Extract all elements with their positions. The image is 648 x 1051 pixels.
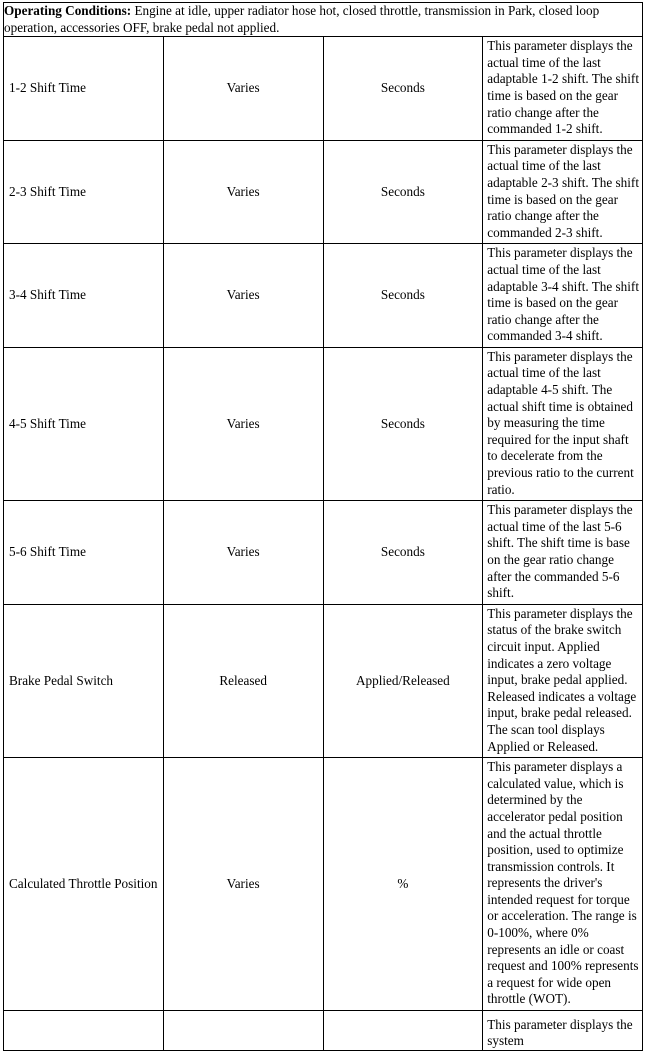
- parameter-units: Seconds: [380, 544, 425, 560]
- parameter-name: Calculated Throttle Position: [9, 875, 158, 891]
- parameter-name-cell: [4, 244, 164, 348]
- parameter-units: Seconds: [380, 80, 425, 96]
- table-row-partial: [4, 1011, 643, 1051]
- parameter-units-cell: [323, 1011, 483, 1051]
- parameter-name: 4-5 Shift Time: [9, 415, 86, 431]
- parameter-specification-table: [3, 2, 643, 1051]
- parameter-name-cell: [4, 347, 164, 500]
- operating-conditions-row: [4, 3, 643, 37]
- parameter-value-cell: [163, 37, 323, 141]
- parameter-description-cell: [483, 501, 643, 605]
- parameter-description: This parameter displays the status of the brake switch circuit input. Applied indicates a zero voltage input, brake pedal applied. Released indicates a voltage input, brake pedal released. The scan tool displays Applied or Released.: [487, 605, 637, 754]
- parameter-value-cell: [163, 604, 323, 757]
- parameter-units: Seconds: [380, 183, 425, 199]
- operating-conditions-label: Operating Conditions:: [4, 3, 132, 18]
- parameter-value-cell: [163, 1011, 323, 1051]
- parameter-value: Varies: [226, 80, 260, 96]
- parameter-units: Applied/Released: [356, 672, 450, 688]
- parameter-value: Released: [219, 672, 267, 688]
- table-row: [4, 501, 643, 605]
- parameter-units: Seconds: [380, 287, 425, 303]
- table-body: [4, 3, 643, 1051]
- parameter-value-cell: [163, 758, 323, 1011]
- parameter-description-cell: [483, 758, 643, 1011]
- parameter-value-cell: [163, 140, 323, 244]
- parameter-units-cell: [323, 604, 483, 757]
- table-row: [4, 140, 643, 244]
- parameter-units-cell: [323, 37, 483, 141]
- parameter-description-cell: [483, 37, 643, 141]
- parameter-description: This parameter displays the actual time of the last adaptable 2-3 shift. The shift time is based on the gear ratio change after the commanded 2-3 shift.: [487, 141, 639, 240]
- operating-conditions-text: Engine at idle, upper radiator hose hot, closed throttle, transmission in Park, closed loop operation, accessories OFF, brake pedal not applied.: [4, 3, 600, 35]
- parameter-name: 1-2 Shift Time: [9, 80, 86, 96]
- parameter-description-cell: [483, 244, 643, 348]
- parameter-description-cell: [483, 1011, 643, 1051]
- parameter-value-cell: [163, 347, 323, 500]
- parameter-units-cell: [323, 501, 483, 605]
- parameter-name-cell: [4, 758, 164, 1011]
- parameter-description-cell: [483, 140, 643, 244]
- table-row: [4, 604, 643, 757]
- parameter-name-cell: [4, 1011, 164, 1051]
- table-row: [4, 347, 643, 500]
- parameter-units-cell: [323, 244, 483, 348]
- parameter-name: 2-3 Shift Time: [9, 183, 86, 199]
- parameter-description-cell: [483, 604, 643, 757]
- parameter-description: This parameter displays the actual time of the last adaptable 3-4 shift. The shift time is based on the gear ratio change after the commanded 3-4 shift.: [487, 245, 639, 344]
- parameter-description: This parameter displays the actual time of the last adaptable 4-5 shift. The actual shift time is obtained by measuring the time required for the input shaft to decelerate from the previous ratio to the current ratio.: [487, 348, 634, 497]
- parameter-value: Varies: [226, 875, 260, 891]
- parameter-value: Varies: [226, 544, 260, 560]
- parameter-name-cell: [4, 604, 164, 757]
- parameter-name-cell: [4, 501, 164, 605]
- parameter-units-cell: [323, 758, 483, 1011]
- table-row: [4, 244, 643, 348]
- parameter-value: Varies: [226, 415, 260, 431]
- parameter-value: Varies: [226, 183, 260, 199]
- parameter-description-cell: [483, 347, 643, 500]
- parameter-value-cell: [163, 244, 323, 348]
- table-row: [4, 37, 643, 141]
- parameter-name: 5-6 Shift Time: [9, 544, 86, 560]
- parameter-name: 3-4 Shift Time: [9, 287, 86, 303]
- parameter-units-cell: [323, 140, 483, 244]
- parameter-units: Seconds: [380, 415, 425, 431]
- parameter-description: This parameter displays the actual time of the last adaptable 1-2 shift. The shift time is based on the gear ratio change after the commanded 1-2 shift.: [487, 38, 639, 137]
- parameter-value: Varies: [226, 287, 260, 303]
- table-row: [4, 758, 643, 1011]
- parameter-name-cell: [4, 37, 164, 141]
- parameter-description: This parameter displays the system: [487, 1016, 633, 1049]
- parameter-units: %: [397, 875, 409, 891]
- parameter-name: Brake Pedal Switch: [9, 672, 114, 688]
- parameter-description: This parameter displays a calculated value, which is determined by the accelerator pedal position and the actual throttle position, used to optimize transmission controls. It represents the driver's intended request for torque or acceleration. The range is 0-100%, where 0% represents an idle or coast request and 100% represents a request for wide open throttle (WOT).: [487, 759, 639, 1007]
- parameter-units-cell: [323, 347, 483, 500]
- parameter-name-cell: [4, 140, 164, 244]
- parameter-description: This parameter displays the actual time of the last 5-6 shift. The shift time is base on the gear ratio change after the commanded 5-6 shift.: [487, 502, 633, 601]
- operating-conditions-cell: [4, 3, 643, 37]
- parameter-value-cell: [163, 501, 323, 605]
